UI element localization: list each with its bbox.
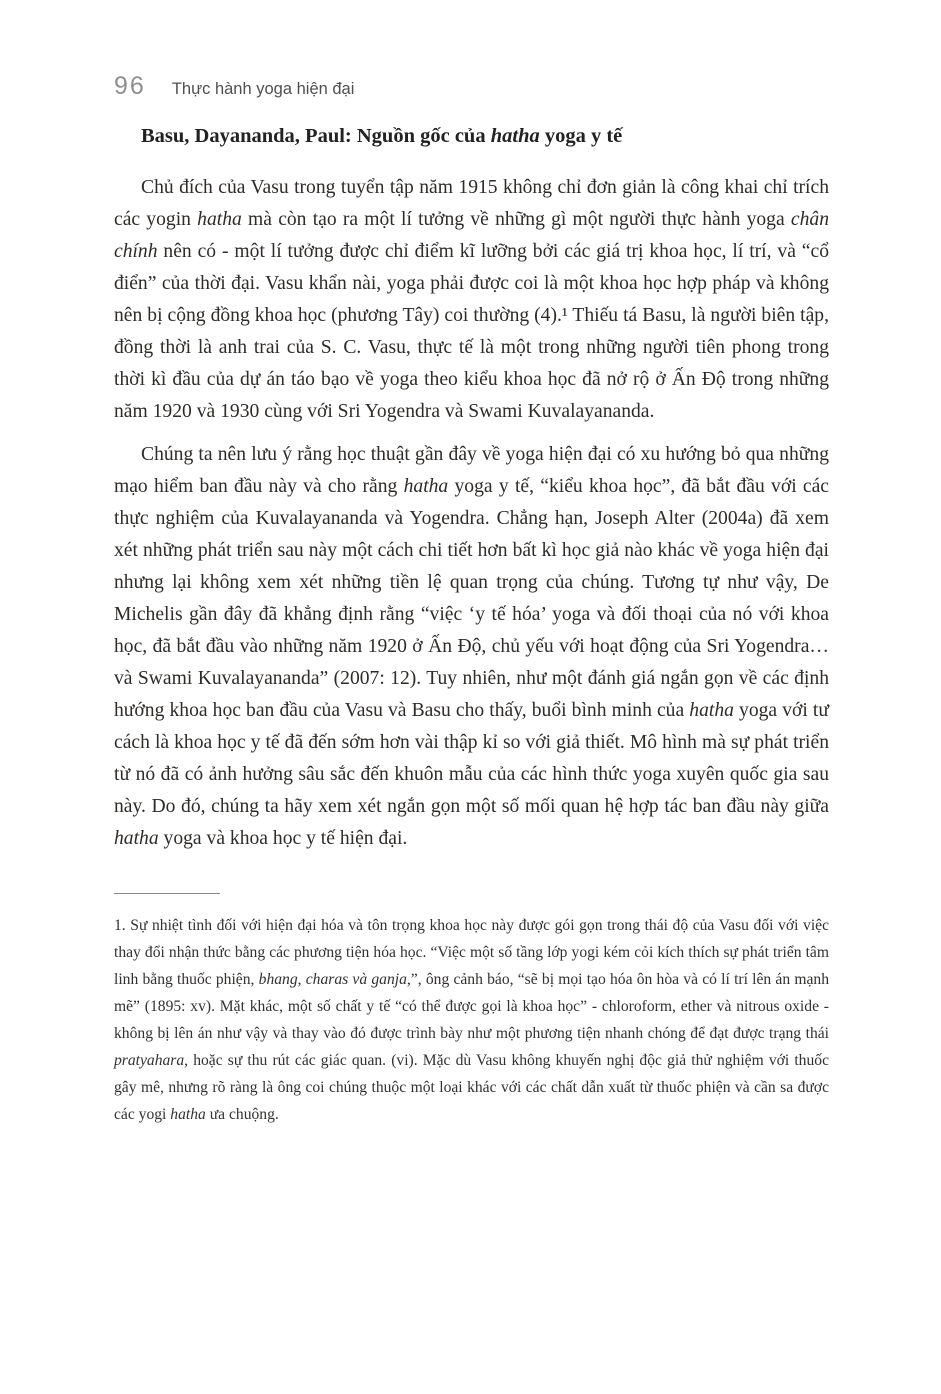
body-paragraph-1: Chủ đích của Vasu trong tuyển tập năm 1915 không chỉ đơn giản là công khai chỉ trích các yogin hatha mà còn tạo ra một lí tưởng về những gì một người thực hành yoga chân chính nên có - một lí tưởng được chỉ điểm kĩ lưỡng bởi các giá trị khoa học, lí trí, và “cổ điển” của thời đại. Vasu khẩn nài, yoga phải được coi là một khoa học hợp pháp và không nên bị cộng đồng khoa học (phương Tây) coi thường (4).¹ Thiếu tá Basu, là người biên tập, đồng thời là anh trai của S. C. Vasu, thực tế là một trong những người tiên phong trong thời kì đầu của dự án táo bạo về yoga theo kiểu khoa học đã nở rộ ở Ấn Độ trong những năm 1920 và 1930 cùng với Sri Yogendra và Swami Kuvalayananda. xyxy=(114,177,829,422)
section-heading: Basu, Dayananda, Paul: Nguồn gốc của hatha yoga y tế xyxy=(141,125,623,147)
footnote-divider xyxy=(114,893,220,894)
body-paragraph-2: Chúng ta nên lưu ý rằng học thuật gần đây về yoga hiện đại có xu hướng bỏ qua những mạo hiểm ban đầu này và cho rằng hatha yoga y tế, “kiểu khoa học”, đã bắt đầu với các thực nghiệm của Kuvalayananda và Yogendra. Chẳng hạn, Joseph Alter (2004a) đã xem xét những phát triển sau này một cách chi tiết hơn bất kì học giả nào khác về yoga hiện đại nhưng lại không xem xét những tiền lệ quan trọng của chúng. Tương tự như vậy, De Michelis gần đây đã khẳng định rằng “việc ‘y tế hóa’ yoga và đối thoại của nó với khoa học, đã bắt đầu vào những năm 1920 ở Ấn Độ, chủ yếu với hoạt động của Sri Yogendra… và Swami Kuvalayananda” (2007: 12). Tuy nhiên, như một đánh giá ngắn gọn về các định hướng khoa học ban đầu của Vasu và Basu cho thấy, buổi bình minh của hatha yoga với tư cách là khoa học y tế đã đến sớm hơn vài thập kỉ so với giả thiết. Mô hình mà sự phát triển từ nó đã có ảnh hưởng sâu sắc đến khuôn mẫu của các hình thức yoga xuyên quốc gia sau này. Do đó, chúng ta hãy xem xét ngắn gọn một số mối quan hệ hợp tác ban đầu này giữa hatha yoga và khoa học y tế hiện đại. xyxy=(114,444,829,849)
running-title: Thực hành yoga hiện đại xyxy=(171,80,355,98)
page-number: 96 xyxy=(114,72,146,100)
footnote: 1. Sự nhiệt tình đối với hiện đại hóa và tôn trọng khoa học này được gói gọn trong thái độ của Vasu đối với việc thay đổi nhận thức bằng các phương tiện hóa học. “Việc một số tầng lớp yogi kém cỏi kích thích sự phát triển tâm linh bằng thuốc phiện, bhang, charas và ganja,”, ông cảnh báo, “sẽ bị mọi tạo hóa ôn hòa và có lí trí lên án mạnh mẽ” (1895: xv). Mặt khác, một số chất y tế “có thể được gọi là khoa học” - chloroform, ether và nitrous oxide - không bị lên án như vậy và thay vào đó được trình bày như một phương tiện nhanh chóng để đạt được trạng thái pratyahara, hoặc sự thu rút các giác quan. (vi). Mặc dù Vasu không khuyến nghị độc giả thử nghiệm với thuốc gây mê, nhưng rõ ràng là ông coi chúng thuộc một loại khác với các chất dẫn xuất từ thuốc phiện và cần sa được các yogi hatha ưa chuộng. xyxy=(114,917,830,1123)
running-header xyxy=(114,72,829,101)
